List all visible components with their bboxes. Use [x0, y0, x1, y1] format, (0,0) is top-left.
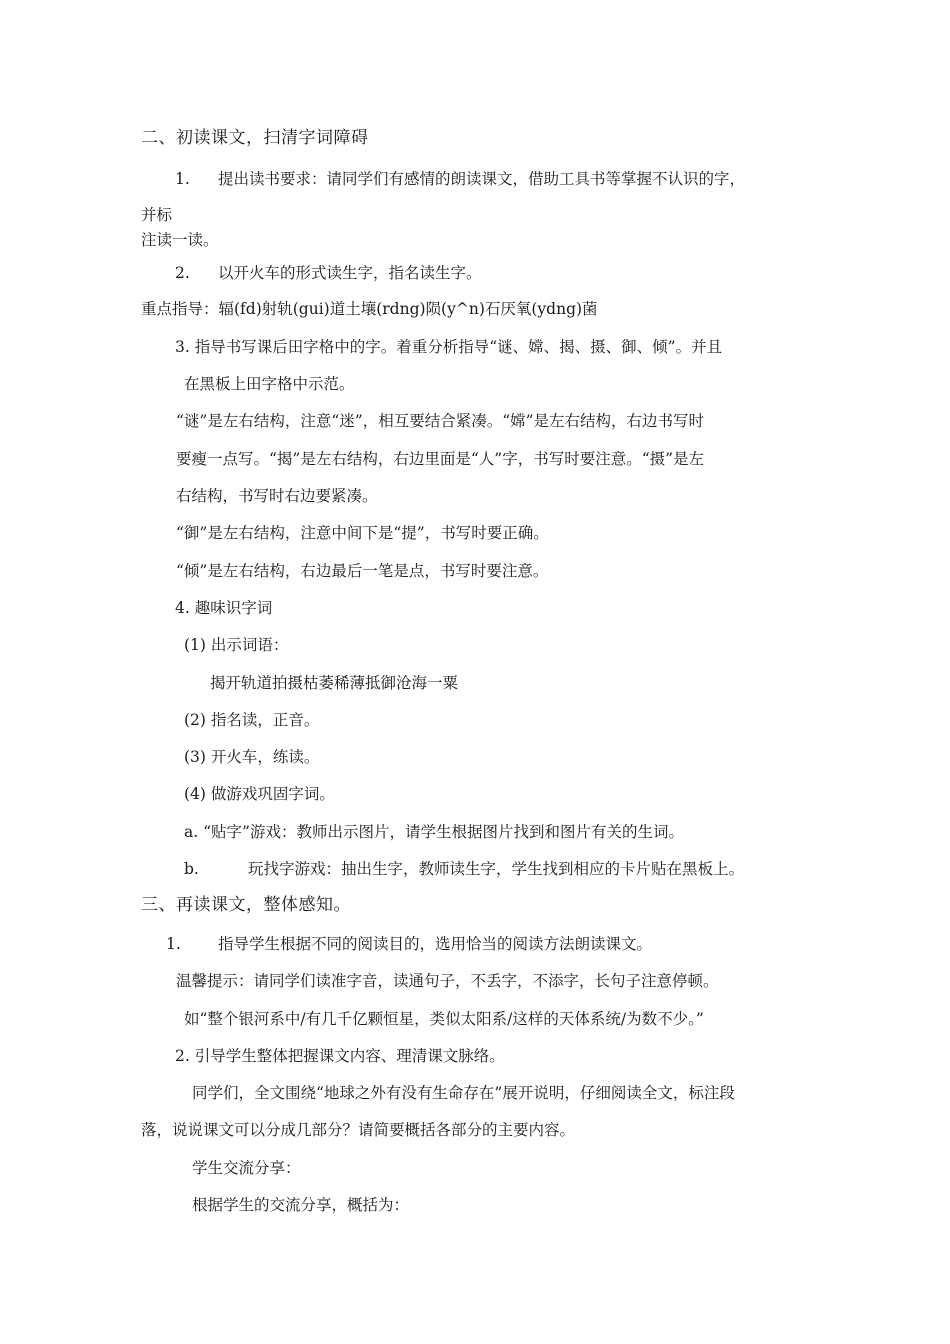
sub-item: (3) 开火车，练读。	[184, 748, 320, 766]
text-line: 在黑板上田字格中示范。	[184, 375, 355, 393]
text-line: 要瘦一点写。“揭”是左右结构，右边里面是“人”字，书写时要注意。“摄”是左	[176, 450, 705, 468]
list-number: 2.	[175, 264, 190, 282]
example-text: 如“整个银河系中/有几千亿颗恒星，类似太阳系/这样的天体系统/为数不少。”	[184, 1010, 704, 1028]
text-line: 右结构，书写时右边要紧凑。	[176, 487, 378, 505]
sub-item: (2) 指名读，正音。	[184, 711, 320, 729]
text-line: 注读一读。	[141, 231, 219, 249]
list-item-text: 以开火车的形式读生字，指名读生字。	[218, 264, 482, 282]
word-list: 揭开轨道拍摄枯萎稀薄抵御沧海一粟	[210, 674, 459, 692]
list-item-text: 3. 指导书写课后田字格中的字。着重分析指导“谜、嫦、揭、摄、御、倾”。并且	[175, 338, 723, 356]
paragraph-line: 落，说说课文可以分成几部分？请简要概括各部分的主要内容。	[141, 1121, 576, 1139]
list-number: 1.	[175, 170, 190, 188]
list-number: b.	[184, 860, 199, 878]
text-line: “倾”是左右结构，右边最后一笔是点，书写时要注意。	[176, 562, 549, 580]
list-number: 1.	[166, 935, 181, 953]
text-line: “谜”是左右结构，注意“迷”，相互要结合紧凑。“嫦”是左右结构，右边书写时	[176, 412, 705, 430]
sub-item: (1) 出示词语：	[184, 636, 289, 654]
section-heading-2: 二、初读课文，扫清字词障碍	[141, 128, 369, 148]
list-item-text: 指导学生根据不同的阅读目的，选用恰当的阅读方法朗读课文。	[218, 935, 653, 953]
text-line: 学生交流分享：	[192, 1159, 301, 1177]
section-heading-3: 三、再读课文，整体感知。	[141, 895, 351, 915]
list-item-text: 2. 引导学生整体把握课文内容、理清课文脉络。	[175, 1047, 505, 1065]
tip-text: 温馨提示：请同学们读准字音，读通句子，不丢字，不添字，长句子注意停顿。	[176, 972, 719, 990]
text-line: “御”是左右结构，注意中间下是“提”，书写时要正确。	[176, 524, 549, 542]
game-item: 玩找字游戏：抽出生字，教师读生字，学生找到相应的卡片贴在黑板上。	[248, 860, 745, 878]
focus-guide: 重点指导：辐(fd)射轨(gui)道土壤(rdng)陨(y^n)石厌氧(ydng)菌	[141, 300, 598, 318]
game-item: a. “贴字”游戏：教师出示图片，请学生根据图片找到和图片有关的生词。	[184, 823, 684, 841]
list-item-text: 提出读书要求：请同学们有感情的朗读课文，借助工具书等掌握不认识的字，	[218, 170, 746, 188]
paragraph-line: 同学们，全文围绕“地球之外有没有生命存在”展开说明，仔细阅读全文，标注段	[192, 1084, 735, 1102]
list-item-text: 4. 趣味识字词	[175, 599, 273, 617]
text-line: 并标	[141, 206, 173, 224]
text-line: 根据学生的交流分享，概括为：	[192, 1196, 410, 1214]
sub-item: (4) 做游戏巩固字词。	[184, 785, 335, 803]
